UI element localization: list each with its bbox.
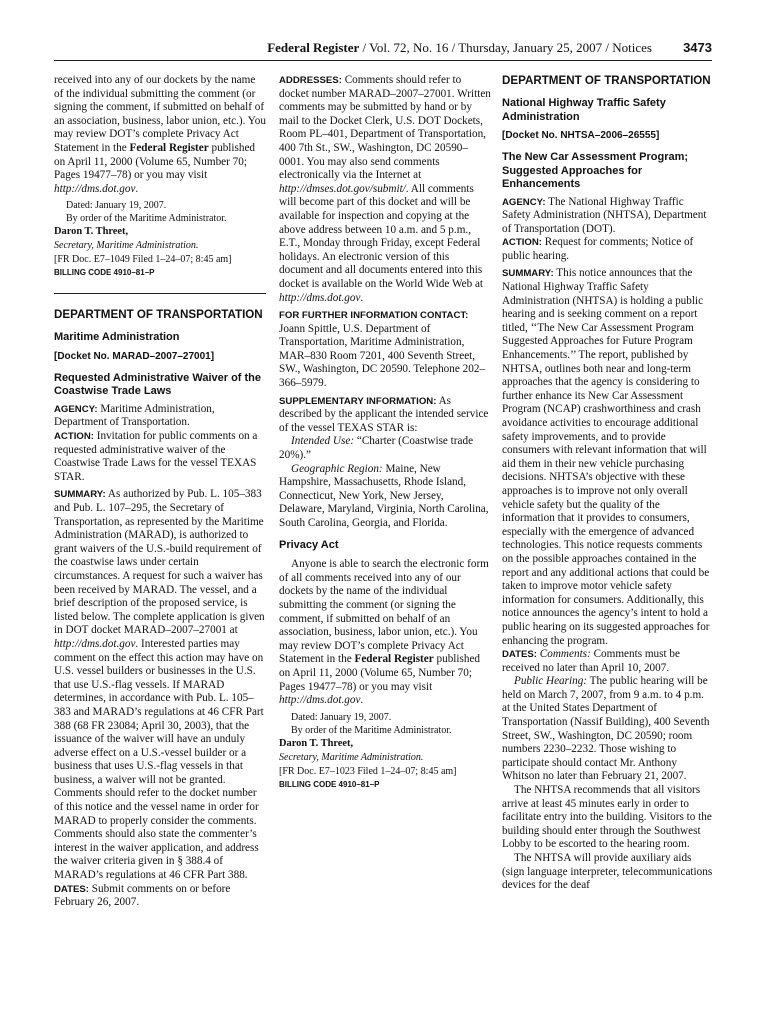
running-head [267, 40, 652, 56]
fr-doc-line: [FR Doc. E7–1023 Filed 1–24–07; 8:45 am] [279, 765, 457, 777]
dates-section: DATES: Submit comments on or before February 26, 2007. [54, 882, 231, 909]
column-middle [279, 74, 491, 791]
dms-link[interactable]: http://dms.dot.gov [54, 637, 136, 650]
dated-line: Dated: January 19, 2007. [291, 711, 392, 723]
by-order-line: By order of the Maritime Administrator. [291, 724, 452, 736]
visitors-paragraph: The NHTSA recommends that all visitors arrive at least 45 minutes early in order to facilitate entry into the building. Visitors to the building should enter through the Southwest Lobby to be escorted to the hearing room. [502, 784, 712, 851]
signer-name: Daron T. Threet, [54, 226, 129, 238]
dms-link[interactable]: http://dms.dot.gov [279, 291, 361, 304]
department-heading: DEPARTMENT OF TRANSPORTATION [54, 308, 263, 322]
document-title: Requested Administrative Waiver of the Coastwise Trade Laws [54, 371, 262, 398]
billing-code: BILLING CODE 4910–81–P [279, 779, 380, 789]
agency-section: AGENCY: The National Highway Traffic Safety Administration (NHTSA), Department of Transportation (DOT). [502, 195, 707, 235]
page-header [54, 40, 712, 61]
docket-number: [Docket No. NHTSA–2006–26555] [502, 130, 660, 141]
privacy-act-heading: Privacy Act [279, 538, 339, 551]
document-title: The New Car Assessment Program; Suggested Approaches for Enhancements [502, 151, 689, 190]
contact-section: FOR FURTHER INFORMATION CONTACT: Joann Spittle, U.S. Department of Transportation, Maritime Administration, MAR–830 Room 7201, 400 Seventh Street, SW., Washington, DC 20590. Telephone 202–366–5979. [279, 310, 486, 390]
column-left [54, 74, 266, 910]
action-section: ACTION: Request for comments; Notice of public hearing. [502, 236, 694, 262]
agency-section: AGENCY: Maritime Administration, Department of Transportation. [54, 402, 215, 429]
signer-name: Daron T. Threet, [279, 737, 354, 749]
page-number: 3473 [683, 40, 712, 55]
supplementary-section: SUPPLEMENTARY INFORMATION: As described by the applicant the intended service of the vessel TEXAS STAR is: [279, 394, 489, 434]
agency-heading: National Highway Traffic Safety Administration [502, 97, 666, 123]
summary-section: SUMMARY: As authorized by Pub. L. 105–383 and Pub. L. 107–295, the Secretary of Transportation, as represented by the Maritime Administration (MARAD), is authorized to grant waivers of the U.S.-build requirement of the coastwise laws under certain circumstances. A request for such a waiver has been received by MARAD. The vessel, and a brief description of the proposed service, is listed below. The complete application is given in DOT docket MARAD–2007–27001 at http://dms.dot.gov. Interested parties may comment on the effect this action may have on U.S. vessel builders or businesses in the U.S. that use U.S.-flag vessels. If MARAD determines, in accordance with Pub. L. 105–383 and MARAD’s regulations at 46 CFR Part 388 (68 FR 23084; April 30, 2003), that the issuance of the waiver will have an unduly adverse effect on a U.S.-vessel builder or a business that uses U.S.-flag vessels in that business, a waiver will not be granted. Comments should refer to the docket number of this notice and the vessel name in order for MARAD to properly consider the comments. Comments should also state the commenter’s interest in the waiver application, and address the waiver criteria given in § 388.4 of MARAD’s regulations at 46 CFR Part 388. [54, 488, 265, 882]
fr-doc-line: [FR Doc. E7–1049 Filed 1–24–07; 8:45 am] [54, 254, 232, 266]
public-hearing-paragraph: Public Hearing: The public hearing will be held on March 7, 2007, from 9 a.m. to 4 p.m. at the United States Department of Transportation (Nassif Building), 400 Seventh Street, SW., Washington, DC 20590; room numbers 2230–2232. Those wishing to participate should contact Mr. Anthony Whitson no later than February 21, 2007. [502, 675, 710, 783]
issue-info: / Vol. 72, No. 16 / Thursday, January 25, 2007 / Notices [359, 40, 652, 55]
column-right [502, 74, 714, 893]
auxiliary-aids-paragraph: The NHTSA will provide auxiliary aids (sign language interpreter, telecommunications devices for the deaf [502, 852, 713, 892]
dmses-submit-link[interactable]: http://dmses.dot.gov/submit/ [279, 182, 406, 195]
dms-link[interactable]: http://dms.dot.gov [279, 694, 361, 707]
journal-name: Federal Register [267, 40, 360, 55]
summary-section: SUMMARY: This notice announces that the National Highway Traffic Safety Administration (NHTSA) is holding a public hearing and is seeking comment on a report titled, ‘‘The New Car Assessment Program Suggested Approaches for Future Program Enhancements.’’ The report, published by NHTSA, outlines both near and long-term approaches that the agency is considering to further enhance its New Car Assessment Program (NCAP) crashworthiness and crash avoidance activities to encourage additional safety improvements, and to provide consumers with relevant information that will aid them in their new vehicle purchasing decisions. NHTSA’s objective with these approaches is to improve not only overall vehicle safety but the quality of the information that it provides to consumers, especially with the emergence of advanced technologies. This notice requests comments on the possible approaches contained in the report and any additional actions that could be taken to improve motor vehicle safety information for consumers. Additionally, this notice announces the agency’s intent to hold a public hearing on its suggested approaches for enhancing the program. [502, 267, 710, 647]
agency-heading: Maritime Administration [54, 331, 180, 344]
intended-use: Intended Use: “Charter (Coastwise trade 20%).” [279, 435, 474, 462]
signer-title: Secretary, Maritime Administration. [54, 240, 199, 252]
addresses-section: ADDRESSES: Comments should refer to docket number MARAD–2007–27001. Written comments may be submitted by hand or by mail to the Docket Clerk, U.S. DOT Dockets, Room PL–401, Department of Transportation, 400 7th St., SW., Washington, DC 20590–0001. You may also send comments electronically via the Internet at http://dmses.dot.gov/submit/. All comments will become part of this docket and will be available for inspection and copying at the above address between 10 a.m. and 5 p.m., E.T., Monday through Friday, except Federal holidays. An electronic version of this document and all documents entered into this docket is available on the World Wide Web at http://dms.dot.gov. [279, 74, 491, 304]
continued-paragraph: received into any of our dockets by the name of the individual submitting the comment (or signing the comment, if submitted on behalf of an association, business, labor union, etc.). You may review DOT’s complete Privacy Act Statement in the Federal Register published on April 11, 2000 (Volume 65, Number 70; Pages 19477–78) or you may visit http://dms.dot.gov. [54, 74, 266, 195]
action-section: ACTION: Invitation for public comments on a requested administrative waiver of the Coastwise Trade Laws for the vessel TEXAS STAR. [54, 430, 258, 483]
dms-link[interactable]: http://dms.dot.gov [54, 182, 136, 195]
privacy-act-paragraph: Anyone is able to search the electronic form of all comments received into any of our dockets by the name of the individual submitting the comment (or signing the comment, if submitted on behalf of an association, business, labor union, etc.). You may review DOT’s complete Privacy Act Statement in the Federal Register published on April 11, 2000 (Volume 65, Number 70; Pages 19477–78) or you may visit http://dms.dot.gov. [279, 558, 489, 707]
geographic-region: Geographic Region: Maine, New Hampshire, Massachusetts, Rhode Island, Connecticut, New York, New Jersey, Delaware, Maryland, Virginia, North Carolina, South Carolina, Georgia, and Florida. [279, 462, 489, 529]
department-heading: DEPARTMENT OF TRANSPORTATION [502, 74, 711, 87]
dated-line: Dated: January 19, 2007. [66, 200, 167, 212]
billing-code: BILLING CODE 4910–81–P [54, 268, 155, 278]
section-divider [54, 293, 266, 294]
by-order-line: By order of the Maritime Administrator. [66, 213, 227, 225]
signer-title: Secretary, Maritime Administration. [279, 751, 424, 763]
dates-section: DATES: Comments: Comments must be received no later than April 10, 2007. [502, 648, 680, 674]
docket-number: [Docket No. MARAD–2007–27001] [54, 350, 215, 362]
